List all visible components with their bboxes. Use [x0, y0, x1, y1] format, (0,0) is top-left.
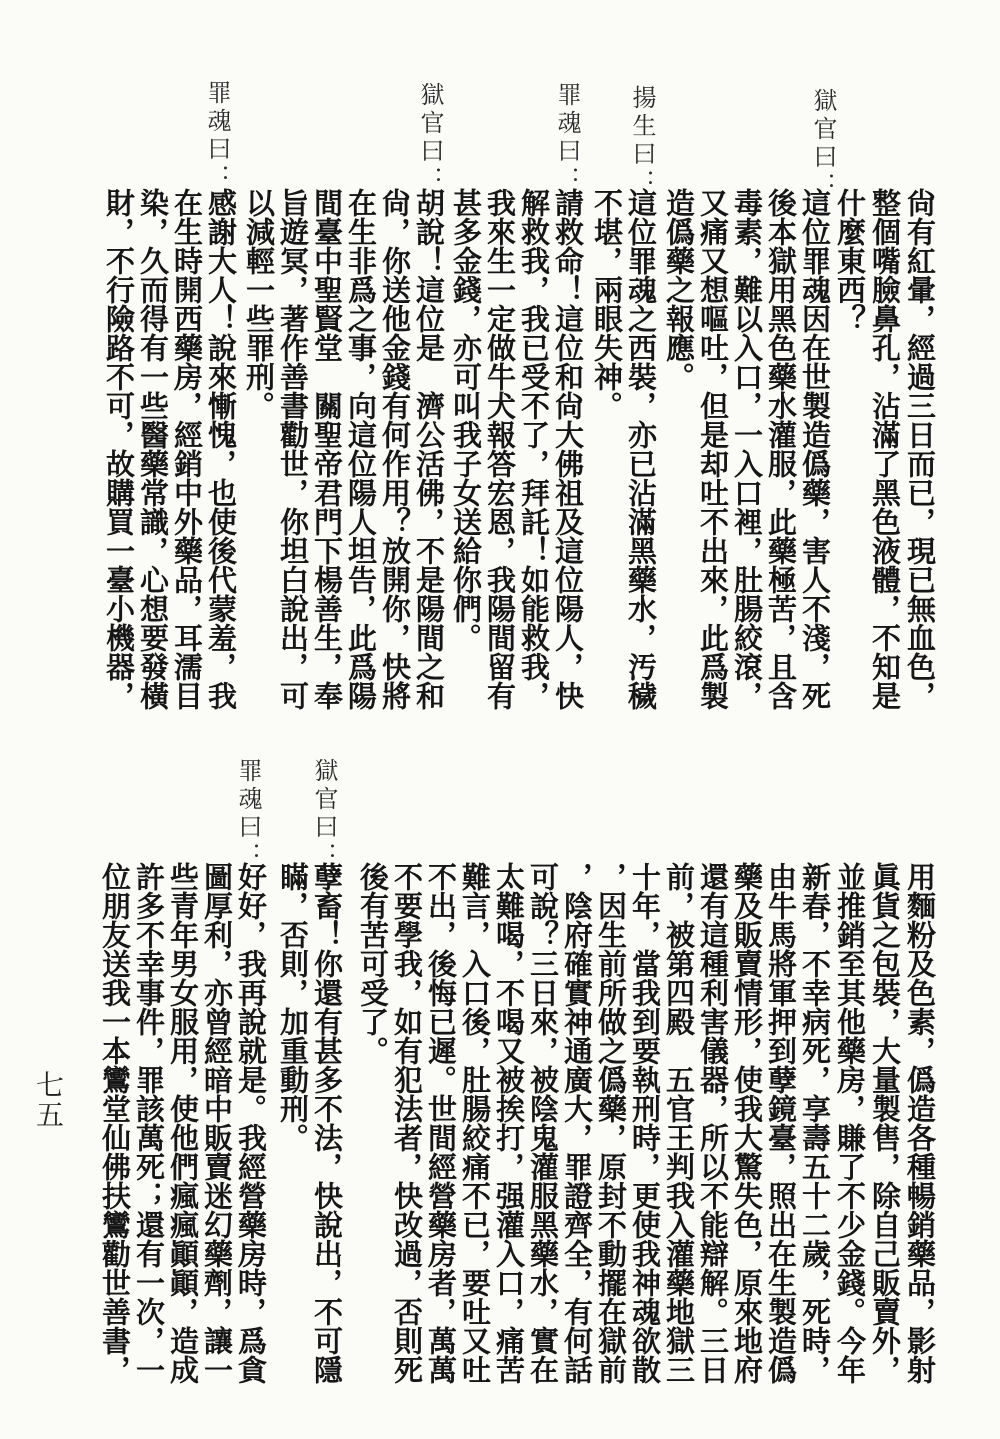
text-column: 瞞，否則，加重動刑。: [276, 862, 310, 1152]
text-column: 好好，我再說就是。我經營藥房時，爲貪: [234, 862, 268, 1384]
speaker-label: 罪魂曰：: [553, 82, 581, 194]
text-column: 由牛馬將軍押到孽鏡臺，照出在生製造僞: [764, 862, 798, 1384]
text-column: 難言，入口後，肚腸絞痛不已，要吐又吐: [458, 862, 492, 1384]
text-column: 太難喝，不喝又被挨打，强灌入口，痛苦: [492, 862, 526, 1384]
speaker-label: 罪魂曰：: [234, 758, 262, 870]
speaker-label: 獄官曰：: [809, 88, 837, 200]
text-column: 什麼東西？: [833, 188, 867, 333]
text-column: 用麵粉及色素，僞造各種暢銷藥品，影射: [903, 862, 937, 1384]
text-column: 位朋友送我一本鸞堂仙佛扶鸞勸世善書，: [98, 862, 132, 1384]
text-column: 請救命！這位和尙大佛祖及這位陽人，快: [551, 188, 585, 710]
text-column: 尙，你送他金錢有何作用？放開你，快將: [378, 188, 412, 710]
text-column: 圖厚利，亦曾經暗中販賣迷幻藥劑，讓一: [200, 862, 234, 1384]
text-column: 解救我，我已受不了，拜託！如能救我，: [517, 188, 551, 710]
speaker-label: 揚生曰：: [628, 85, 656, 197]
text-column: 後本獄用黑色藥水灌服，此藥極苦，且含: [764, 188, 798, 710]
text-column: 整個嘴臉鼻孔，沾滿了黑色液體，不知是: [868, 188, 902, 710]
text-column: 前，被第四殿 五官王判我入灌藥地獄三: [662, 862, 696, 1384]
text-column: 胡說！這位是 濟公活佛，不是陽間之和: [412, 188, 446, 710]
text-column: 這位罪魂之西裝，亦已沾滿黑藥水，汚穢: [624, 188, 658, 710]
text-column: 旨遊冥，著作善書勸世，你坦白說出，可: [276, 188, 310, 710]
text-column: 在生非爲之事，向這位陽人坦告，此爲陽: [344, 188, 378, 710]
text-column: 可說？三日來，被陰鬼灌服黑藥水，實在: [526, 862, 560, 1384]
text-column: 並推銷至其他藥房，賺了不少金錢。今年: [833, 862, 867, 1384]
text-column: 後有苦可受了。: [356, 862, 390, 1065]
text-column: 造僞藥之報應。: [662, 188, 696, 391]
text-column: 甚多金錢，亦可叫我子女送給你們。: [449, 188, 483, 652]
text-column: ，陰府確實神通廣大，罪證齊全，有何話: [560, 862, 594, 1384]
text-column: 不出，後悔已遲。世間經營藥房者，萬萬: [424, 862, 458, 1384]
text-column: 十年，當我到要執刑時，更使我神魂欲散: [628, 862, 662, 1384]
text-column: 藥及販賣情形，使我大驚失色，原來地府: [730, 862, 764, 1384]
text-column: 尙有紅暈，經過三日而已，現已無血色，: [903, 188, 937, 710]
text-column: 又痛又想嘔吐，但是却吐不出來，此爲製: [696, 188, 730, 710]
text-column: 孽畜！你還有甚多不法，快說出，不可隱: [310, 862, 344, 1384]
text-column: 新春，不幸病死，享壽五十二歲，死時，: [798, 862, 832, 1384]
text-column: 毒素，難以入口，一入口裡，肚腸絞滾，: [730, 188, 764, 710]
speaker-label: 獄官曰：: [416, 82, 444, 194]
text-column: 間臺中聖賢堂 關聖帝君門下楊善生，奉: [310, 188, 344, 710]
text-column: 染，久而得有一些醫藥常識，心想要發橫: [136, 188, 170, 710]
text-column: 這位罪魂因在世製造僞藥，害人不淺，死: [798, 188, 832, 710]
text-column: 感謝大人！說來慚愧，也使後代蒙羞，我: [204, 188, 238, 710]
text-column: ，因生前所做之僞藥，原封不動擺在獄前: [594, 862, 628, 1384]
text-column: 在生時開西藥房，經銷中外藥品，耳濡目: [170, 188, 204, 710]
text-column: 還有這種利害儀器，所以不能辯解。三日: [696, 862, 730, 1384]
text-column: 不要學我，如有犯法者，快改過，否則死: [390, 862, 424, 1384]
text-column: 不堪，兩眼失神。: [590, 188, 624, 420]
text-column: 我來生一定做牛犬報答宏恩，我陽間留有: [483, 188, 517, 710]
speaker-label: 罪魂曰：: [203, 80, 231, 192]
text-column: 許多不幸事件，罪該萬死；還有一次，一: [132, 862, 166, 1384]
text-column: 些青年男女服用，使他們瘋瘋顚顚，造成: [166, 862, 200, 1384]
page-number: 七五: [32, 1070, 65, 1130]
text-column: 眞貨之包裝，大量製售，除自己販賣外，: [868, 862, 902, 1384]
text-column: 以減輕一些罪刑。: [242, 188, 276, 420]
text-column: 財，不行險路不可，故購買一臺小機器，: [102, 188, 136, 710]
speaker-label: 獄官曰：: [310, 758, 338, 870]
